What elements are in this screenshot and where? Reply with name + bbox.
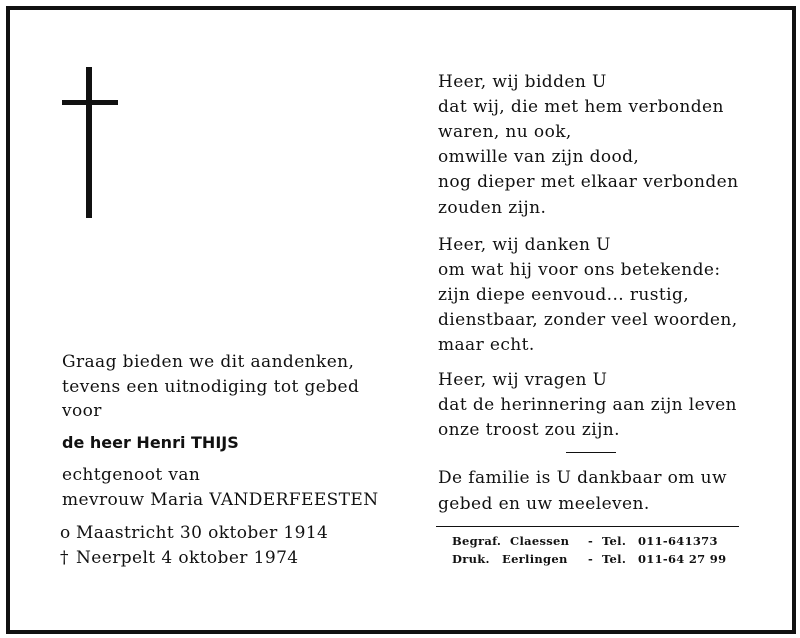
- birth-text: Maastricht 30 oktober 1914: [76, 523, 329, 543]
- prayer-line: onze troost zou zijn.: [438, 420, 620, 440]
- birth-symbol: o: [60, 523, 71, 543]
- death-text: Neerpelt 4 oktober 1974: [76, 548, 299, 568]
- footer-label: Begraf.: [452, 534, 502, 548]
- intro-line: tevens een uitnodiging tot gebed: [62, 377, 360, 397]
- prayer-line: omwille van zijn dood,: [438, 147, 640, 167]
- prayer-line: zijn diepe eenvoud... rustig,: [438, 285, 690, 305]
- footer-line-printer: [452, 552, 726, 566]
- prayer-line: waren, nu ook,: [438, 122, 572, 142]
- intro-line: voor: [62, 401, 102, 421]
- footer-dash: -: [588, 534, 594, 548]
- prayer-line: dienstbaar, zonder veel woorden,: [438, 310, 738, 330]
- spouse-line: echtgenoot van: [62, 465, 201, 485]
- footer-line-funeral: [452, 534, 718, 548]
- spouse-line: mevrouw Maria VANDERFEESTEN: [62, 490, 379, 510]
- footer-dash: -: [588, 552, 594, 566]
- footer-company: Eerlingen: [502, 552, 568, 566]
- footer-tel: 011-64 27 99: [638, 552, 727, 566]
- prayer-line: nog dieper met elkaar verbonden: [438, 172, 739, 192]
- prayer-line: maar echt.: [438, 335, 535, 355]
- footer-tel-label: Tel.: [602, 552, 627, 566]
- birth-line: [60, 523, 328, 543]
- divider-short: [566, 452, 616, 453]
- footer-tel-label: Tel.: [602, 534, 627, 548]
- footer-divider: [436, 526, 739, 527]
- prayer-line: om wat hij voor ons betekende:: [438, 260, 721, 280]
- thanks-line: gebed en uw meeleven.: [438, 494, 650, 514]
- prayer-line: dat wij, die met hem verbonden: [438, 97, 724, 117]
- deceased-name: de heer Henri THIJS: [62, 433, 239, 452]
- prayer-line: zouden zijn.: [438, 198, 547, 218]
- cross-vertical-bar: [86, 67, 92, 218]
- footer-label: Druk.: [452, 552, 490, 566]
- prayer-line: Heer, wij bidden U: [438, 72, 607, 92]
- footer-tel: 011-641373: [638, 534, 718, 548]
- cross-horizontal-bar: [62, 100, 118, 105]
- prayer-line: Heer, wij danken U: [438, 235, 611, 255]
- prayer-line: dat de herinnering aan zijn leven: [438, 395, 737, 415]
- prayer-line: Heer, wij vragen U: [438, 370, 608, 390]
- death-dagger-symbol: †: [60, 548, 69, 568]
- death-line: [60, 548, 299, 568]
- footer-company: Claessen: [510, 534, 570, 548]
- intro-line: Graag bieden we dit aandenken,: [62, 352, 355, 372]
- thanks-line: De familie is U dankbaar om uw: [438, 468, 727, 488]
